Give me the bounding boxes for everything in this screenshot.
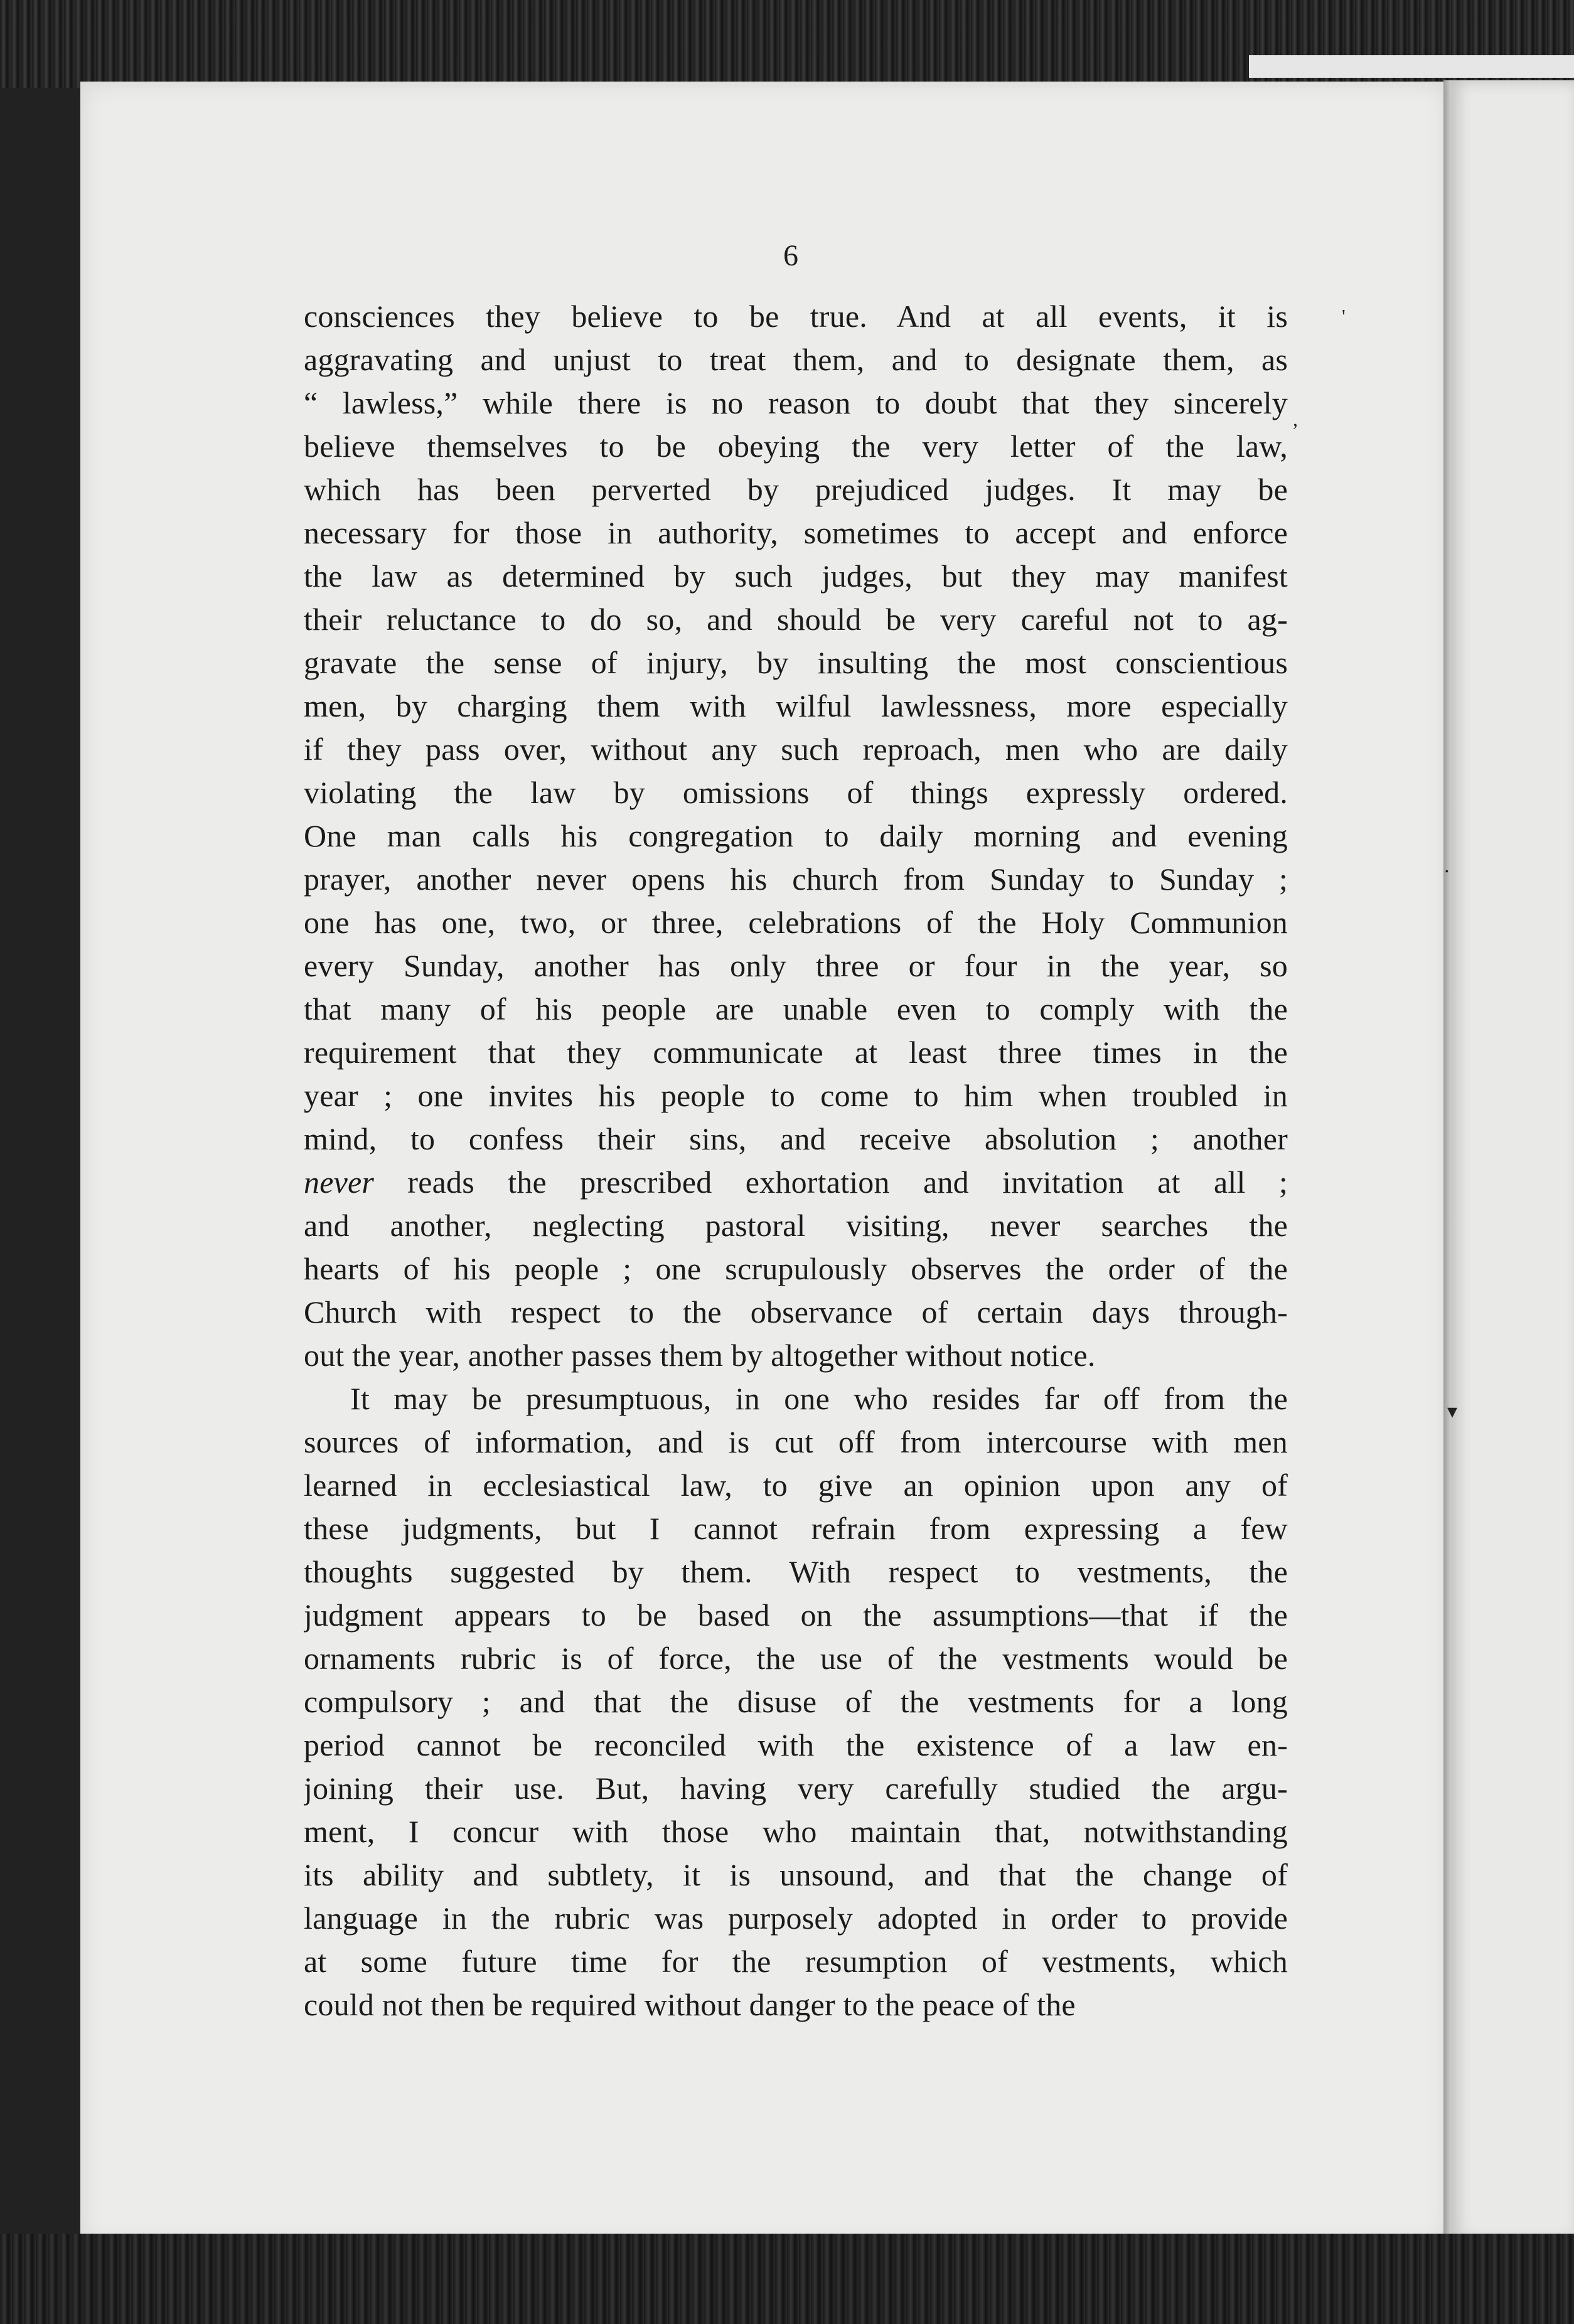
scan-backdrop-bottom bbox=[0, 2234, 1574, 2324]
paragraph bbox=[304, 1377, 1288, 2027]
text-line: “ lawless,” while there is no reason to doubt that they sincerely bbox=[304, 385, 1288, 420]
text-line: its ability and subtlety, it is unsound, and that the change of bbox=[304, 1857, 1288, 1892]
paragraph bbox=[304, 295, 1288, 1377]
text-line: ment, I concur with those who maintain that, notwithstanding bbox=[304, 1814, 1288, 1849]
page-number: 6 bbox=[783, 239, 798, 272]
text-line: prayer, another never opens his church from Sunday to Sunday ; bbox=[304, 861, 1288, 897]
adjacent-page-edge bbox=[1249, 55, 1574, 78]
scan-speck: , bbox=[1293, 408, 1298, 430]
text-line: One man calls his congregation to daily morning and evening bbox=[304, 818, 1288, 853]
text-line: hearts of his people ; one scrupulously observes the order of the bbox=[304, 1251, 1288, 1286]
scan-speck: ' bbox=[1342, 305, 1346, 328]
scan-speck: ▾ bbox=[1447, 1400, 1458, 1422]
text-line: consciences they believe to be true. And at all events, it is bbox=[304, 299, 1288, 334]
text-line: their reluctance to do so, and should be very careful not to ag- bbox=[304, 602, 1288, 637]
text-line: aggravating and unjust to treat them, and to designate them, as bbox=[304, 342, 1288, 377]
text-line: sources of information, and is cut off from intercourse with men bbox=[304, 1424, 1288, 1459]
text-line: requirement that they communicate at least three times in the bbox=[304, 1035, 1288, 1070]
text-line: violating the law by omissions of things expressly ordered. bbox=[304, 775, 1288, 810]
text-line: necessary for those in authority, sometimes to accept and enforce bbox=[304, 515, 1288, 550]
text-line: gravate the sense of injury, by insulting the most conscientious bbox=[304, 645, 1288, 680]
text-line: ornaments rubric is of force, the use of the vestments would be bbox=[304, 1641, 1288, 1676]
text-line: thoughts suggested by them. With respect to vestments, the bbox=[304, 1554, 1288, 1589]
text-line: every Sunday, another has only three or four in the year, so bbox=[304, 948, 1288, 983]
text-line: believe themselves to be obeying the very letter of the law, bbox=[304, 429, 1288, 464]
scan-speck: · bbox=[1443, 860, 1450, 882]
text-line: and another, neglecting pastoral visiting, never searches the bbox=[304, 1208, 1288, 1243]
text-line: out the year, another passes them by altogether without notice. bbox=[304, 1338, 1096, 1373]
text-line: which has been perverted by prejudiced judges. It may be bbox=[304, 472, 1288, 507]
text-line: language in the rubric was purposely adopted in order to provide bbox=[304, 1900, 1288, 1936]
text-line: compulsory ; and that the disuse of the vestments for a long bbox=[304, 1684, 1288, 1719]
text-line: the law as determined by such judges, but they may manifest bbox=[304, 558, 1288, 594]
text-line: one has one, two, or three, celebrations of the Holy Communion bbox=[304, 905, 1288, 940]
facing-page-edge bbox=[1451, 80, 1574, 2241]
body-text bbox=[304, 295, 1288, 2027]
text-line: men, by charging them with wilful lawlessness, more especially bbox=[304, 688, 1288, 723]
text-line: learned in ecclesiastical law, to give an opinion upon any of bbox=[304, 1468, 1288, 1503]
text-line: year ; one invites his people to come to him when troubled in bbox=[304, 1078, 1288, 1113]
text-line: It may be presumptuous, in one who resides far off from the bbox=[350, 1381, 1288, 1416]
text-line: mind, to confess their sins, and receive absolution ; another bbox=[304, 1121, 1288, 1156]
text-line: period cannot be reconciled with the existence of a law en- bbox=[304, 1727, 1288, 1762]
text-line: that many of his people are unable even to comply with the bbox=[304, 991, 1288, 1026]
text-line: Church with respect to the observance of certain days through- bbox=[304, 1294, 1288, 1330]
text-line: never reads the prescribed exhortation and invitation at all ; bbox=[304, 1165, 1288, 1200]
text-line: if they pass over, without any such reproach, men who are daily bbox=[304, 732, 1288, 767]
text-line: judgment appears to be based on the assumptions—that if the bbox=[304, 1597, 1288, 1633]
text-line: could not then be required without danger to the peace of the bbox=[304, 1987, 1076, 2022]
text-line: at some future time for the resumption of vestments, which bbox=[304, 1944, 1288, 1979]
text-line: joining their use. But, having very carefully studied the argu- bbox=[304, 1771, 1288, 1806]
text-line: these judgments, but I cannot refrain from expressing a few bbox=[304, 1511, 1288, 1546]
